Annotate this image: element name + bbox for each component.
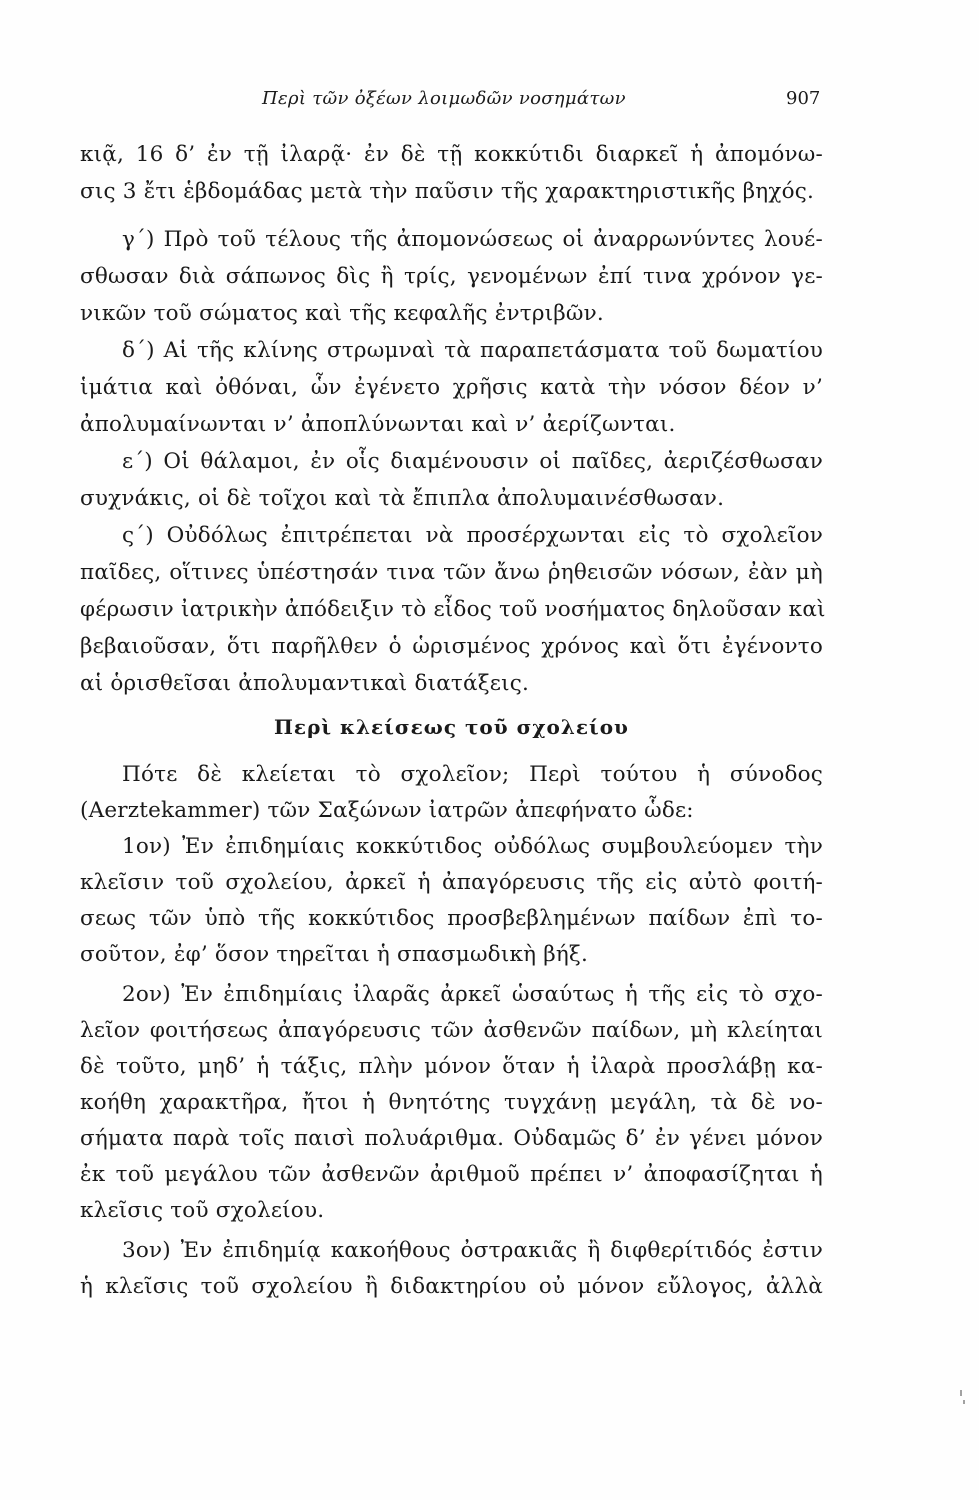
text-line: παῖδες, οἵτινες ὑπέστησάν τινα τῶν ἄνω ῥηθεισῶν νόσων, ἐὰν μὴ xyxy=(80,560,823,585)
text-line: 2ον) Ἐν ἐπιδημίαις ἰλαρᾶς ἀρκεῖ ὡσαύτως ἡ τῆς εἰς τὸ σχο- xyxy=(122,982,823,1007)
text-line: νικῶν τοῦ σώματος καὶ τῆς κεφαλῆς ἐντριβῶν. xyxy=(80,301,604,326)
text-line: συχνάκις, οἱ δὲ τοῖχοι καὶ τὰ ἔπιπλα ἀπολυμαινέσθωσαν. xyxy=(80,486,725,511)
text-line: αἱ ὁρισθεῖσαι ἀπολυμαντικαὶ διατάξεις. xyxy=(80,671,530,696)
running-title: Περὶ τῶν ὀξέων λοιμωδῶν νοσημάτων xyxy=(262,88,626,109)
text-line: ἡ κλεῖσις τοῦ σχολείου ἢ διδακτηρίου οὐ μόνον εὔλογος, ἀλλὰ xyxy=(80,1274,823,1299)
text-line: 1ον) Ἐν ἐπιδημίαις κοκκύτιδος οὐδόλως συμβουλεύομεν τὴν xyxy=(122,834,823,859)
text-line: γ΄) Πρὸ τοῦ τέλους τῆς ἀπομονώσεως οἱ ἀναρρωνύντες λουέ- xyxy=(122,227,823,252)
text-line: σις 3 ἔτι ἑβδομάδας μετὰ τὴν παῦσιν τῆς χαρακτηριστικῆς βηχός. xyxy=(80,179,815,204)
text-line: σοῦτον, ἐφ’ ὅσον τηρεῖται ἡ σπασμωδικὴ βήξ. xyxy=(80,942,588,967)
text-line: κλεῖσις τοῦ σχολείου. xyxy=(80,1198,325,1223)
text-line: ἀπολυμαίνωνται ν’ ἀποπλύνωνται καὶ ν’ ἀερίζωνται. xyxy=(80,412,676,437)
text-line: δ΄) Αἱ τῆς κλίνης στρωμναὶ τὰ παραπετάσματα τοῦ δωματίου xyxy=(122,338,823,363)
text-line: Πότε δὲ κλείεται τὸ σχολεῖον; Περὶ τούτου ἡ σύνοδος xyxy=(122,762,823,787)
text-line: δὲ τοῦτο, μηδ’ ἡ τάξις, πλὴν μόνον ὅταν ἡ ἰλαρὰ προσλάβῃ κα- xyxy=(80,1054,823,1079)
text-line: ε΄) Οἱ θάλαμοι, ἐν οἷς διαμένουσιν οἱ παῖδες, ἀεριζέσθωσαν xyxy=(122,449,823,474)
text-line: φέρωσιν ἰατρικὴν ἀπόδειξιν τὸ εἶδος τοῦ νοσήματος δηλοῦσαν καὶ xyxy=(80,597,826,622)
scan-speck xyxy=(963,1400,965,1404)
text-line: ἐκ τοῦ μεγάλου τῶν ἀσθενῶν ἀριθμοῦ πρέπει ν’ ἀποφασίζηται ἡ xyxy=(80,1162,823,1187)
running-header xyxy=(0,88,979,118)
text-line: σεως τῶν ὑπὸ τῆς κοκκύτιδος προσβεβλημένων παίδων ἐπὶ το- xyxy=(80,906,823,931)
page-number: 907 xyxy=(786,88,821,109)
text-line: κοήθη χαρακτῆρα, ἤτοι ἡ θνητότης τυγχάνῃ μεγάλη, τὰ δὲ νο- xyxy=(80,1090,823,1115)
text-line: λεῖον φοιτήσεως ἀπαγόρευσις τῶν ἀσθενῶν παίδων, μὴ κλείηται xyxy=(80,1018,823,1043)
text-line: ἱμάτια καὶ ὀθόναι, ὧν ἐγένετο χρῆσις κατὰ τὴν νόσον δέον ν’ xyxy=(80,375,823,400)
text-line: (Aerztekammer) τῶν Σαξώνων ἰατρῶν ἀπεφήνατο ὧδε: xyxy=(80,798,694,823)
scan-speck xyxy=(960,1390,962,1396)
text-line: κλεῖσιν τοῦ σχολείου, ἀρκεῖ ἡ ἀπαγόρευσις τῆς εἰς αὐτὸ φοιτή- xyxy=(80,870,823,895)
text-line: σήματα παρὰ τοῖς παισὶ πολυάριθμα. Οὐδαμῶς δ’ ἐν γένει μόνον xyxy=(80,1126,823,1151)
section-heading: Περὶ κλείσεως τοῦ σχολείου xyxy=(274,715,629,739)
text-line: σθωσαν διὰ σάπωνος δὶς ἢ τρίς, γενομένων ἐπί τινα χρόνον γε- xyxy=(80,264,823,289)
text-line: ς΄) Οὐδόλως ἐπιτρέπεται νὰ προσέρχωνται εἰς τὸ σχολεῖον xyxy=(122,523,823,548)
text-line: βεβαιοῦσαν, ὅτι παρῆλθεν ὁ ὡρισμένος χρόνος καὶ ὅτι ἐγένοντο xyxy=(80,634,823,659)
text-line: κιᾷ, 16 δ’ ἐν τῇ ἰλαρᾷ· ἐν δὲ τῇ κοκκύτιδι διαρκεῖ ἡ ἀπομόνω- xyxy=(80,142,823,167)
text-line: 3ον) Ἐν ἐπιδημίᾳ κακοήθους ὀστρακιᾶς ἢ διφθερίτιδός ἐστιν xyxy=(122,1238,823,1263)
